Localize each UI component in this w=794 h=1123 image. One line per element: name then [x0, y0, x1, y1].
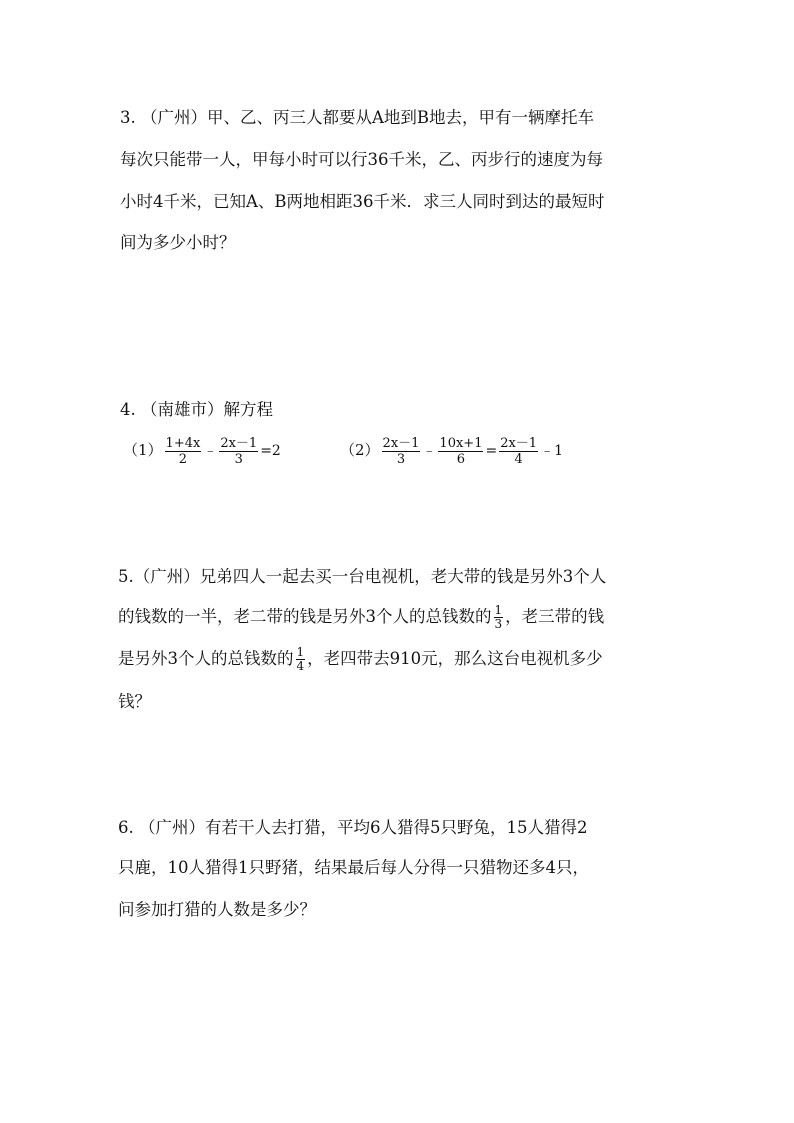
- eq1-label: （1）: [123, 441, 163, 459]
- q5-fraction-one-third: [494, 604, 504, 631]
- q6-line-1: 6. （广州）有若干人去打猎，平均6人猎得5只野兔，15人猎得2: [118, 818, 588, 837]
- q5-line-3-text-a: 是另外3个人的总钱数的: [118, 649, 294, 668]
- q6-line-3: 问参加打猎的人数是多少？: [118, 900, 316, 919]
- eq2-fraction-3: [499, 436, 538, 467]
- q5-fraction-one-fourth: [296, 646, 306, 673]
- eq1-minus: ﹣: [203, 443, 218, 459]
- eq2-f1-denominator: 3: [396, 451, 406, 467]
- eq1-fraction-2: [219, 436, 258, 467]
- eq1-f2-numerator: 2x－1: [220, 435, 258, 451]
- eq2-minus: ﹣: [422, 443, 437, 459]
- eq1-fraction-1: [165, 436, 202, 467]
- eq2-equals: =: [485, 443, 498, 459]
- eq2-rhs: ﹣1: [540, 443, 563, 459]
- q3-line-2: 每次只能带一人，甲每小时可以行36千米，乙、丙步行的速度为每: [120, 150, 603, 169]
- q4-title: 4. （南雄市）解方程: [120, 400, 273, 419]
- q5-frac2-numerator: 1: [296, 645, 305, 659]
- eq2-fraction-1: [382, 436, 421, 467]
- eq2-label: （2）: [340, 441, 380, 459]
- eq1-f1-numerator: 1+4x: [165, 435, 201, 451]
- q3-line-1: 3. （广州）甲、乙、丙三人都要从A地到B地去，甲有一辆摩托车: [120, 108, 595, 127]
- eq1-rhs: =2: [260, 443, 281, 459]
- q4-equation-2: [340, 433, 563, 468]
- q3-line-4: 间为多少小时？: [120, 233, 236, 252]
- q5-frac2-denominator: 4: [296, 659, 305, 673]
- q3-line-3: 小时4千米，已知A、B两地相距36千米．求三人同时到达的最短时: [120, 192, 605, 211]
- q5-line-2-text-b: ，老三带的钱: [505, 607, 605, 626]
- q5-line-2: [118, 600, 604, 634]
- eq1-f1-denominator: 2: [178, 451, 188, 467]
- eq2-f2-denominator: 6: [456, 451, 466, 467]
- eq2-f3-numerator: 2x－1: [500, 435, 538, 451]
- eq2-f1-numerator: 2x－1: [382, 435, 420, 451]
- q5-line-1: 5.（广州）兄弟四人一起去买一台电视机，老大带的钱是另外3个人: [118, 567, 607, 586]
- q5-line-3: [118, 642, 603, 676]
- eq2-f2-numerator: 10x+1: [439, 435, 483, 451]
- eq2-f3-denominator: 4: [514, 451, 523, 467]
- q5-line-3-text-b: ，老四带去910元，那么这台电视机多少: [307, 649, 603, 668]
- q5-frac1-numerator: 1: [494, 603, 503, 617]
- q4-equation-1: [123, 433, 281, 468]
- q5-line-4: 钱？: [118, 692, 151, 711]
- eq2-fraction-2: [438, 436, 483, 467]
- eq1-f2-denominator: 3: [234, 451, 243, 467]
- q5-frac1-denominator: 3: [494, 617, 503, 631]
- q6-line-2: 只鹿，10人猎得1只野猪，结果最后每人分得一只猎物还多4只，: [118, 858, 589, 877]
- q5-line-2-text-a: 的钱数的一半，老二带的钱是另外3个人的总钱数的: [118, 607, 492, 626]
